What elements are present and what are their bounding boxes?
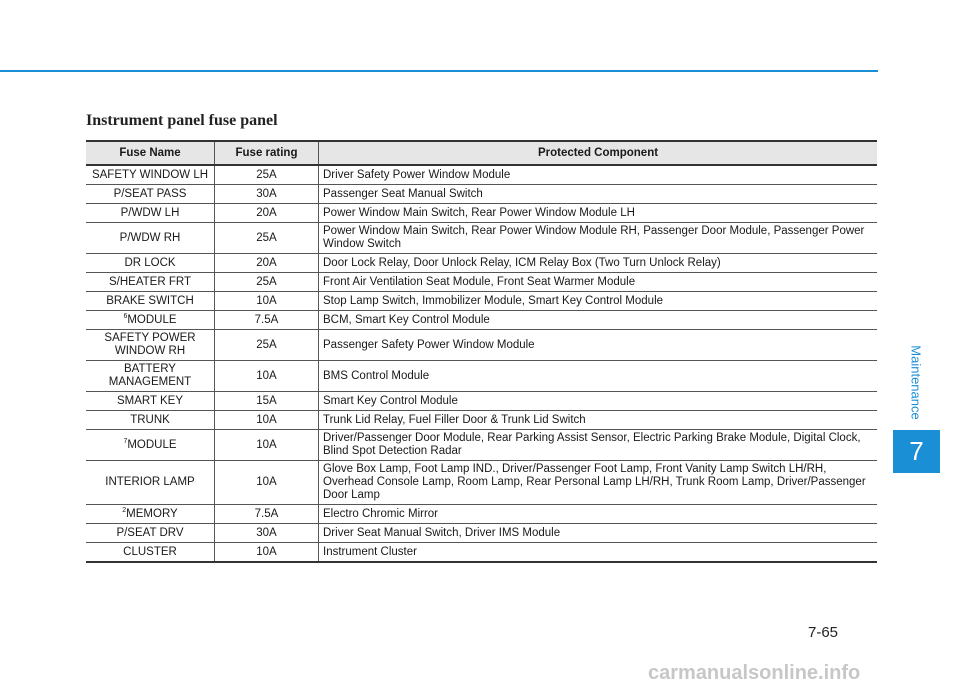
fuse-name-text: SMART KEY	[116, 394, 184, 407]
fuse-name-cell	[86, 254, 215, 273]
fuse-name-cell	[86, 505, 215, 524]
fuse-name-cell	[86, 165, 215, 185]
fuse-name-text: BRAKE SWITCH	[106, 294, 194, 307]
fuse-name-text: P/WDW LH	[120, 206, 180, 219]
fuse-name-text: BATTERY MANAGEMENT	[108, 363, 192, 388]
fuse-rating-cell: 25A	[215, 273, 319, 292]
protected-component-cell: Passenger Seat Manual Switch	[319, 185, 878, 204]
protected-component-cell: Instrument Cluster	[319, 543, 878, 563]
page-number: 7-65	[808, 624, 839, 641]
chapter-name: Maintenance	[909, 344, 925, 420]
fuse-rating-cell: 20A	[215, 254, 319, 273]
fuse-name-cell	[86, 273, 215, 292]
fuse-name-text: MODULE	[127, 438, 177, 451]
protected-component-cell: Power Window Main Switch, Rear Power Window Module RH, Passenger Door Module, Passenger Power Window Switch	[319, 223, 878, 254]
fuse-name-text: MODULE	[127, 313, 177, 326]
fuse-name-cell	[86, 430, 215, 461]
fuse-rating-cell: 15A	[215, 392, 319, 411]
column-header-fuse-name: Fuse Name	[86, 141, 215, 165]
table-row	[86, 543, 877, 563]
table-row	[86, 330, 877, 361]
header-rule	[0, 70, 878, 72]
fuse-name-text: INTERIOR LAMP	[105, 476, 195, 488]
footnote-marker: 7	[123, 437, 128, 445]
fuse-rating-cell: 25A	[215, 223, 319, 254]
table-row	[86, 254, 877, 273]
protected-component-cell: BCM, Smart Key Control Module	[319, 311, 878, 330]
fuse-name-cell	[86, 524, 215, 543]
protected-component-cell: Driver Safety Power Window Module	[319, 165, 878, 185]
table-header-row	[86, 141, 877, 165]
fuse-name-cell	[86, 185, 215, 204]
protected-component-cell: Stop Lamp Switch, Immobilizer Module, Smart Key Control Module	[319, 292, 878, 311]
fuse-name-cell	[86, 292, 215, 311]
table-row	[86, 273, 877, 292]
chapter-side-label	[893, 332, 940, 432]
fuse-name-text: SAFETY POWER WINDOW RH	[104, 332, 196, 357]
fuse-rating-cell: 10A	[215, 430, 319, 461]
protected-component-cell: Front Air Ventilation Seat Module, Front Seat Warmer Module	[319, 273, 878, 292]
protected-component-cell: Power Window Main Switch, Rear Power Window Module LH	[319, 204, 878, 223]
fuse-name-cell	[86, 361, 215, 392]
column-header-protected-component: Protected Component	[319, 141, 878, 165]
table-row	[86, 165, 877, 185]
fuse-name-text: SAFETY WINDOW LH	[91, 168, 209, 181]
table-row	[86, 505, 877, 524]
table-row	[86, 223, 877, 254]
fuse-rating-cell: 10A	[215, 461, 319, 505]
fuse-rating-cell: 10A	[215, 411, 319, 430]
fuse-name-cell	[86, 204, 215, 223]
fuse-rating-cell: 30A	[215, 185, 319, 204]
protected-component-cell: Door Lock Relay, Door Unlock Relay, ICM Relay Box (Two Turn Unlock Relay)	[319, 254, 878, 273]
table-row	[86, 204, 877, 223]
fuse-name-text: P/SEAT DRV	[116, 526, 184, 539]
fuse-table	[86, 140, 877, 563]
protected-component-cell: Electro Chromic Mirror	[319, 505, 878, 524]
footnote-marker: 6	[123, 312, 128, 320]
fuse-name-text: TRUNK	[130, 413, 170, 426]
fuse-table-body	[86, 165, 877, 562]
fuse-name-text: DR LOCK	[124, 256, 176, 269]
fuse-rating-cell: 7.5A	[215, 505, 319, 524]
protected-component-cell: Driver Seat Manual Switch, Driver IMS Module	[319, 524, 878, 543]
fuse-name-text: MEMORY	[126, 507, 178, 520]
fuse-name-cell	[86, 330, 215, 361]
fuse-rating-cell: 10A	[215, 292, 319, 311]
watermark-text: carmanualsonline.info	[648, 662, 861, 684]
fuse-name-cell	[86, 223, 215, 254]
fuse-name-cell	[86, 411, 215, 430]
fuse-name-cell	[86, 392, 215, 411]
table-row	[86, 185, 877, 204]
table-row	[86, 411, 877, 430]
fuse-name-text: P/SEAT PASS	[113, 187, 187, 200]
fuse-name-cell	[86, 543, 215, 563]
protected-component-cell: Glove Box Lamp, Foot Lamp IND., Driver/Passenger Foot Lamp, Front Vanity Lamp Switch LH/RH, Overhead Console Lamp, Room Lamp, Rear Personal Lamp LH/RH, Trunk Room Lamp, Driver/Passenger Door Lamp	[319, 461, 878, 505]
protected-component-cell: BMS Control Module	[319, 361, 878, 392]
protected-component-cell: Passenger Safety Power Window Module	[319, 330, 878, 361]
protected-component-cell: Trunk Lid Relay, Fuel Filler Door & Trunk Lid Switch	[319, 411, 878, 430]
fuse-rating-cell: 30A	[215, 524, 319, 543]
fuse-rating-cell: 7.5A	[215, 311, 319, 330]
footnote-marker: 2	[122, 506, 127, 514]
protected-component-cell: Driver/Passenger Door Module, Rear Parking Assist Sensor, Electric Parking Brake Module, Digital Clock, Blind Spot Detection Radar	[319, 430, 878, 461]
column-header-fuse-rating: Fuse rating	[215, 141, 319, 165]
fuse-name-cell	[86, 311, 215, 330]
fuse-rating-cell: 20A	[215, 204, 319, 223]
table-row	[86, 311, 877, 330]
table-row	[86, 292, 877, 311]
protected-component-cell: Smart Key Control Module	[319, 392, 878, 411]
fuse-rating-cell: 10A	[215, 361, 319, 392]
section-title: Instrument panel fuse panel	[86, 112, 278, 129]
table-row	[86, 392, 877, 411]
table-row	[86, 524, 877, 543]
fuse-rating-cell: 10A	[215, 543, 319, 563]
table-row	[86, 461, 877, 505]
table-row	[86, 361, 877, 392]
fuse-name-text: P/WDW RH	[119, 231, 181, 244]
fuse-rating-cell: 25A	[215, 165, 319, 185]
fuse-name-cell	[86, 461, 215, 505]
fuse-name-text: S/HEATER FRT	[109, 275, 191, 288]
table-row	[86, 430, 877, 461]
fuse-rating-cell: 25A	[215, 330, 319, 361]
fuse-name-text: CLUSTER	[123, 545, 177, 558]
chapter-number-tab: 7	[893, 430, 940, 473]
